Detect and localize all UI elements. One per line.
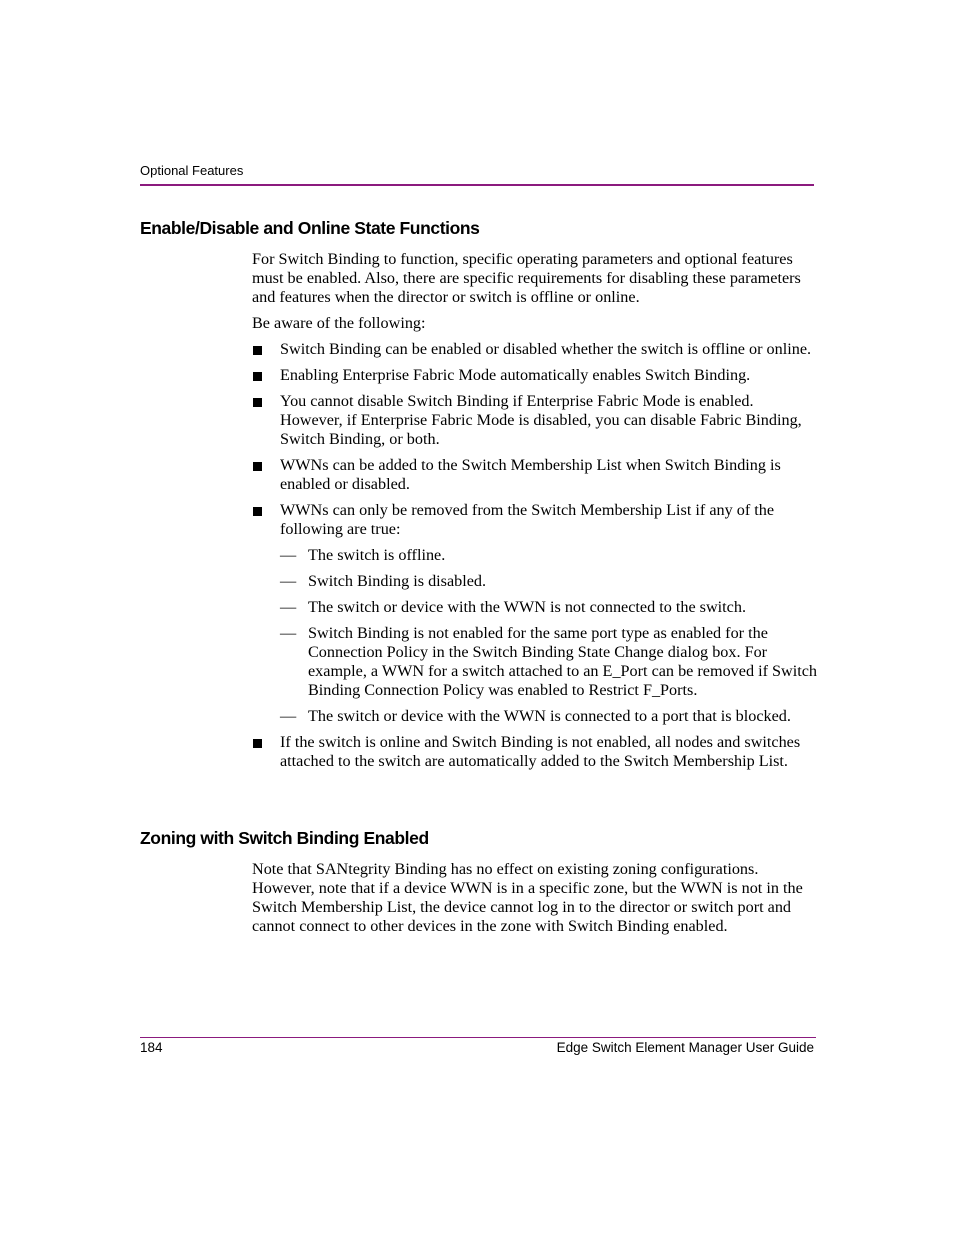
header-rule — [140, 184, 814, 186]
square-bullet-icon — [253, 346, 262, 355]
list-item-text: WWNs can be added to the Switch Membership List when Switch Binding is enabled or disabled. — [280, 456, 781, 493]
sub-list-item-text: The switch or device with the WWN is not connected to the switch. — [308, 598, 746, 616]
square-bullet-icon — [253, 462, 262, 471]
em-dash-icon: — — [280, 624, 297, 642]
sub-list-item — [280, 572, 818, 591]
running-head: Optional Features — [140, 163, 244, 178]
list-item-text: WWNs can only be removed from the Switch Membership List if any of the following are true: — [280, 501, 775, 538]
sub-list-item — [280, 624, 818, 700]
intro-paragraph: For Switch Binding to function, specific operating parameters and optional features must be enabled. Also, there are specific requirements for disabling these parameters and features when the director or switch is offline or online. — [252, 250, 801, 306]
bullet-list — [252, 340, 818, 771]
guide-title: Edge Switch Element Manager User Guide — [556, 1040, 814, 1055]
sub-list — [280, 546, 818, 726]
section-heading-enable-disable: Enable/Disable and Online State Functions — [140, 218, 480, 238]
sub-list-item-text: Switch Binding is disabled. — [308, 572, 487, 590]
sub-list-item-text: Switch Binding is not enabled for the same port type as enabled for the Connection Policy in the Switch Binding State Change dialog box. For example, a WWN for a switch attached to an E_Port can be removed if Switch Binding Connection Policy was enabled to Restrict F_Ports. — [308, 624, 817, 699]
sub-list-item-text: The switch or device with the WWN is connected to a port that is blocked. — [308, 707, 791, 725]
page-number: 184 — [140, 1040, 163, 1055]
section-body-enable-disable — [252, 250, 818, 778]
square-bullet-icon — [253, 398, 262, 407]
list-item-text: Enabling Enterprise Fabric Mode automatically enables Switch Binding. — [280, 366, 751, 384]
list-item — [252, 501, 818, 726]
list-item-text: You cannot disable Switch Binding if Enterprise Fabric Mode is enabled. However, if Enterprise Fabric Mode is disabled, you can disable Fabric Binding, Switch Binding, or both. — [280, 392, 802, 448]
sub-list-item — [280, 546, 818, 565]
square-bullet-icon — [253, 739, 262, 748]
em-dash-icon: — — [280, 546, 297, 564]
square-bullet-icon — [253, 372, 262, 381]
list-item — [252, 456, 818, 494]
footer-rule — [140, 1037, 816, 1038]
lead-paragraph: Be aware of the following: — [252, 314, 426, 332]
section-body-zoning — [252, 860, 818, 943]
list-item — [252, 733, 818, 771]
list-item-text: Switch Binding can be enabled or disabled whether the switch is offline or online. — [280, 340, 812, 358]
sub-list-item — [280, 707, 818, 726]
section-heading-zoning: Zoning with Switch Binding Enabled — [140, 828, 429, 848]
em-dash-icon: — — [280, 572, 297, 590]
zoning-paragraph: Note that SANtegrity Binding has no effect on existing zoning configurations. However, note that if a device WWN is in a specific zone, but the WWN is not in the Switch Membership List, the device cannot log in to the director or switch port and cannot connect to other devices in the zone with Switch Binding enabled. — [252, 860, 803, 935]
em-dash-icon: — — [280, 598, 297, 616]
square-bullet-icon — [253, 507, 262, 516]
list-item-text: If the switch is online and Switch Binding is not enabled, all nodes and switches attached to the switch are automatically added to the Switch Membership List. — [280, 733, 801, 770]
list-item — [252, 340, 818, 359]
em-dash-icon: — — [280, 707, 297, 725]
sub-list-item — [280, 598, 818, 617]
list-item — [252, 392, 818, 449]
sub-list-item-text: The switch is offline. — [308, 546, 446, 564]
list-item — [252, 366, 818, 385]
